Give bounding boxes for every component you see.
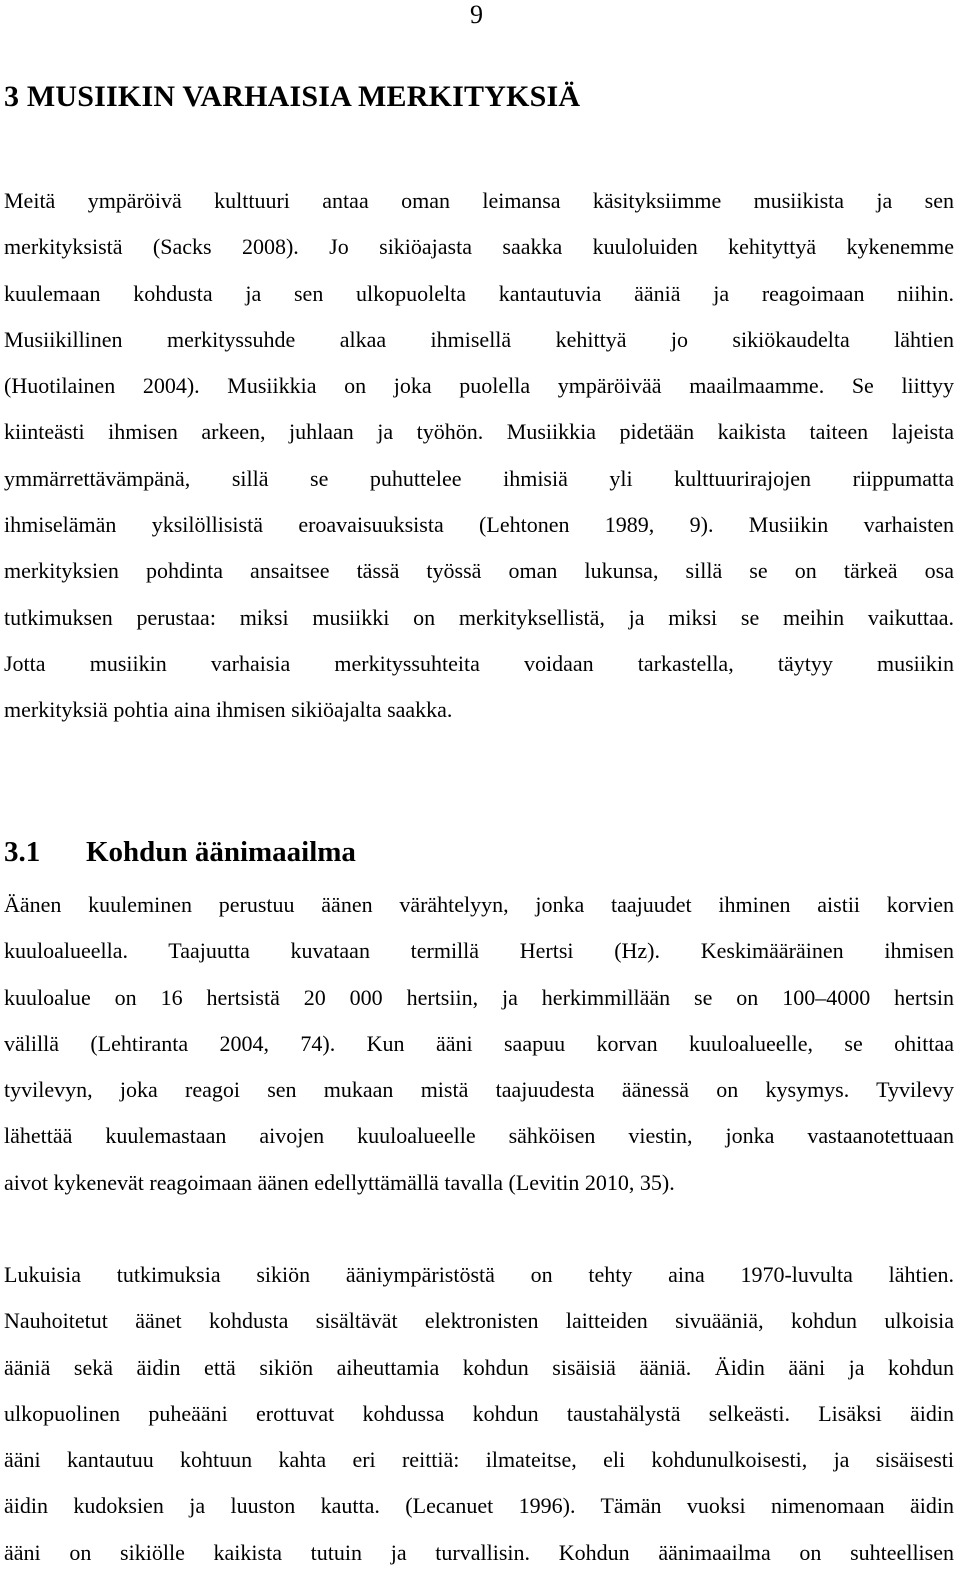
text-line: merkityksistä (Sacks 2008). Jo sikiöajasta saakka kuuloluiden kehityttyä kykenemme	[4, 234, 954, 260]
text-line: tyvilevyn, joka reagoi sen mukaan mistä taajuudesta äänessä on kysymys. Tyvilevy	[4, 1077, 954, 1103]
text-line: aivot kykenevät reagoimaan äänen edellyttämällä tavalla (Levitin 2010, 35).	[4, 1169, 675, 1195]
text-line: Nauhoitetut äänet kohdusta sisältävät elektronisten laitteiden sivuääniä, kohdun ulkoisia	[4, 1308, 954, 1334]
text-line: Äänen kuuleminen perustuu äänen värähtelyyn, jonka taajuudet ihminen aistii korvien	[4, 892, 954, 917]
paragraph-hearing	[4, 882, 954, 1206]
section-number: 3.1	[4, 836, 41, 868]
text-line: kuulemaan kohdusta ja sen ulkopuolelta kantautuvia ääniä ja reagoimaan niihin.	[4, 280, 954, 306]
text-line: ääni kantautuu kohtuun kahta eri reittiä: ilmateitse, eli kohdunulkoisesti, ja sisäisesti	[4, 1447, 954, 1473]
text-line: kiinteästi ihmisen arkeen, juhlaan ja työhön. Musiikkia pidetään kaikista taiteen lajeista	[4, 419, 954, 445]
text-line: Meitä ympäröivä kulttuuri antaa oman leimansa käsityksiimme musiikista ja sen	[4, 188, 954, 213]
page-number: 9	[470, 0, 483, 29]
section-title: Kohdun äänimaailma	[86, 836, 356, 868]
paragraph-womb-sounds	[4, 1252, 954, 1576]
text-line: ihmiselämän yksilöllisistä eroavaisuuksista (Lehtonen 1989, 9). Musiikin varhaisten	[4, 512, 954, 538]
text-line: Lukuisia tutkimuksia sikiön ääniympäristöstä on tehty aina 1970-luvulta lähtien.	[4, 1262, 954, 1287]
text-line: ulkopuolinen puheääni erottuvat kohdussa kohdun taustahälystä selkeästi. Lisäksi äidin	[4, 1400, 954, 1426]
chapter-heading: 3 MUSIIKIN VARHAISIA MERKITYKSIÄ	[4, 80, 581, 113]
text-line: välillä (Lehtiranta 2004, 74). Kun ääni saapuu korvan kuuloalueelle, se ohittaa	[4, 1030, 954, 1056]
text-line: lähettää kuulemastaan aivojen kuuloalueelle sähköisen viestin, jonka vastaanotettuaan	[4, 1123, 954, 1149]
paragraph-intro	[4, 178, 954, 734]
text-line: tutkimuksen perustaa: miksi musiikki on merkityksellistä, ja miksi se meihin vaikuttaa.	[4, 604, 954, 630]
text-line: kuuloalueella. Taajuutta kuvataan termillä Hertsi (Hz). Keskimääräinen ihmisen	[4, 938, 954, 964]
text-line: äidin kudoksien ja luuston kautta. (Lecanuet 1996). Tämän vuoksi nimenomaan äidin	[4, 1493, 954, 1519]
text-line: kuuloalue on 16 hertsistä 20 000 hertsiin, ja herkimmillään se on 100–4000 hertsin	[4, 984, 954, 1010]
text-line: (Huotilainen 2004). Musiikkia on joka puolella ympäröivää maailmaamme. Se liittyy	[4, 373, 954, 399]
text-line: merkityksiä pohtia aina ihmisen sikiöajalta saakka.	[4, 697, 453, 723]
text-line: ääniä sekä äidin että sikiön aiheuttamia kohdun sisäisiä ääniä. Äidin ääni ja kohdun	[4, 1354, 954, 1380]
text-line: ääni on sikiölle kaikista tutuin ja turvallisin. Kohdun äänimaailma on suhteellisen	[4, 1539, 954, 1565]
text-line: Musiikillinen merkityssuhde alkaa ihmisellä kehittyä jo sikiökaudelta lähtien	[4, 326, 954, 352]
text-line: merkityksien pohdinta ansaitsee tässä työssä oman lukunsa, sillä se on tärkeä osa	[4, 558, 954, 584]
text-line: Jotta musiikin varhaisia merkityssuhteita voidaan tarkastella, täytyy musiikin	[4, 650, 954, 676]
section-heading	[4, 834, 356, 870]
text-line: ymmärrettävämpänä, sillä se puhuttelee ihmisiä yli kulttuurirajojen riippumatta	[4, 465, 954, 491]
